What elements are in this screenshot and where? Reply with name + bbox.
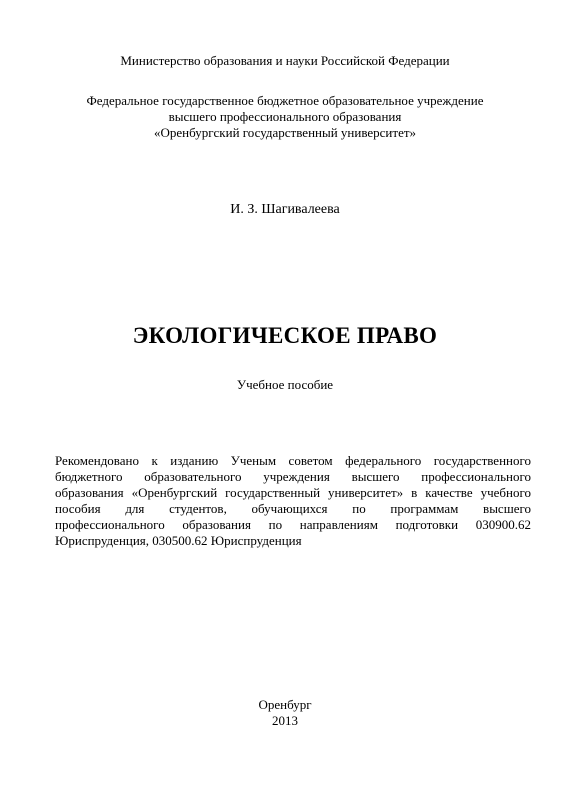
recommendation-line: образования «Оренбургский государственный университет» в качестве учебного (55, 485, 531, 500)
imprint (0, 697, 570, 729)
recommendation-line: Рекомендовано к изданию Ученым советом федерального государственного (55, 453, 531, 468)
ministry-name: Министерство образования и науки Российской Федерации (120, 53, 450, 68)
recommendation-line: пособия для студентов, обучающихся по программам высшего (55, 501, 531, 516)
book-title: ЭКОЛОГИЧЕСКОЕ ПРАВО (132, 323, 438, 348)
institution-line: высшего профессионального образования (168, 109, 402, 124)
institution-line: Федеральное государственное бюджетное образовательное учреждение (86, 93, 484, 108)
institution-name (0, 93, 570, 141)
recommendation-line: Юриспруденция, 030500.62 Юриспруденция (55, 533, 302, 548)
recommendation-paragraph (55, 453, 531, 549)
book-subtitle: Учебное пособие (236, 377, 334, 392)
recommendation-line: бюджетного образовательного учреждения высшего профессионального (55, 469, 531, 484)
imprint-city: Оренбург (258, 697, 312, 712)
institution-line: «Оренбургский государственный университет» (153, 125, 417, 140)
imprint-year: 2013 (272, 713, 298, 728)
recommendation-line: профессионального образования по направлениям подготовки 030900.62 (55, 517, 531, 532)
author-name: И. З. Шагивалеева (230, 202, 340, 217)
